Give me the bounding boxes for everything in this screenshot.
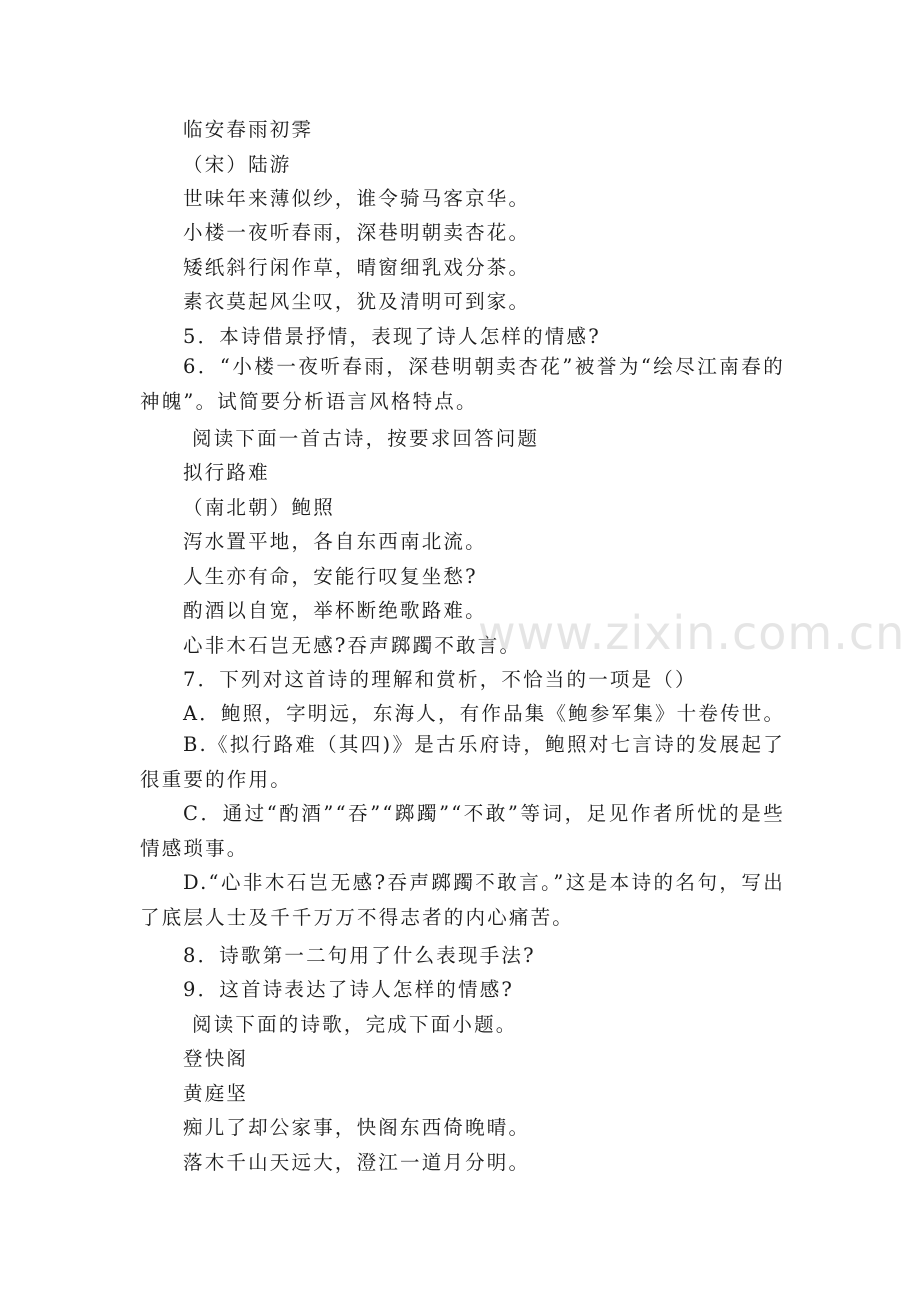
option-a: A．鲍照，字明远，东海人，有作品集《鲍参军集》十卷传世。: [183, 702, 786, 725]
question-5: 5．本诗借景抒情，表现了诗人怎样的情感?: [183, 325, 601, 348]
poem1-author: （宋）陆游: [183, 153, 292, 176]
poem2-title: 拟行路难: [183, 461, 270, 484]
poem2-line: 心非木石岂无感?吞声踯躅不敢言。: [183, 634, 522, 657]
poem1-line: 素衣莫起风尘叹，犹及清明可到家。: [183, 290, 531, 313]
poem3-author: 黄庭坚: [183, 1082, 249, 1105]
question-8: 8．诗歌第一二句用了什么表现手法?: [183, 944, 536, 967]
poem1-title: 临安春雨初霁: [183, 118, 314, 141]
section-intro-2: 阅读下面一首古诗，按要求回答问题: [192, 427, 540, 450]
poem1-line: 小楼一夜听春雨，深巷明朝卖杏花。: [183, 221, 531, 244]
question-7: 7．下列对这首诗的理解和赏析，不恰当的一项是（）: [183, 668, 697, 691]
question-6: 6．“小楼一夜听春雨，深巷明朝卖杏花”被誉为“绘尽江南春的神魄”。试简要分析语言风格特点。: [140, 355, 785, 413]
poem2-line: 泻水置平地，各自东西南北流。: [183, 530, 487, 553]
poem1-line: 矮纸斜行闲作草，晴窗细乳戏分茶。: [183, 256, 531, 279]
poem3-line: 落木千山天远大，澄江一道月分明。: [183, 1151, 531, 1174]
option-b: B.《拟行路难（其四)》是古乐府诗，鲍照对七言诗的发展起了很重要的作用。: [140, 733, 785, 791]
poem3-line: 痴儿了却公家事，快阁东西倚晚晴。: [183, 1116, 531, 1139]
poem2-line: 酌酒以自宽，举杯断绝歌路难。: [183, 599, 487, 622]
option-c: C．通过“酌酒”“吞”“踯躅”“不敢”等词，足见作者所忧的是些情感琐事。: [140, 802, 785, 860]
option-d: D.“心非木石岂无感?吞声踯躅不敢言。”这是本诗的名句，写出了底层人士及千千万万不得志者的内心痛苦。: [140, 871, 785, 929]
poem1-line: 世味年来薄似纱，谁令骑马客京华。: [183, 187, 531, 210]
question-9: 9．这首诗表达了诗人怎样的情感?: [183, 978, 515, 1001]
poem2-author: （南北朝）鲍照: [183, 496, 335, 519]
watermark: www.zixin.com.cn: [478, 606, 906, 660]
poem3-title: 登快阁: [183, 1047, 249, 1070]
poem2-line: 人生亦有命，安能行叹复坐愁?: [183, 565, 478, 588]
section-intro-3: 阅读下面的诗歌，完成下面小题。: [192, 1013, 518, 1036]
